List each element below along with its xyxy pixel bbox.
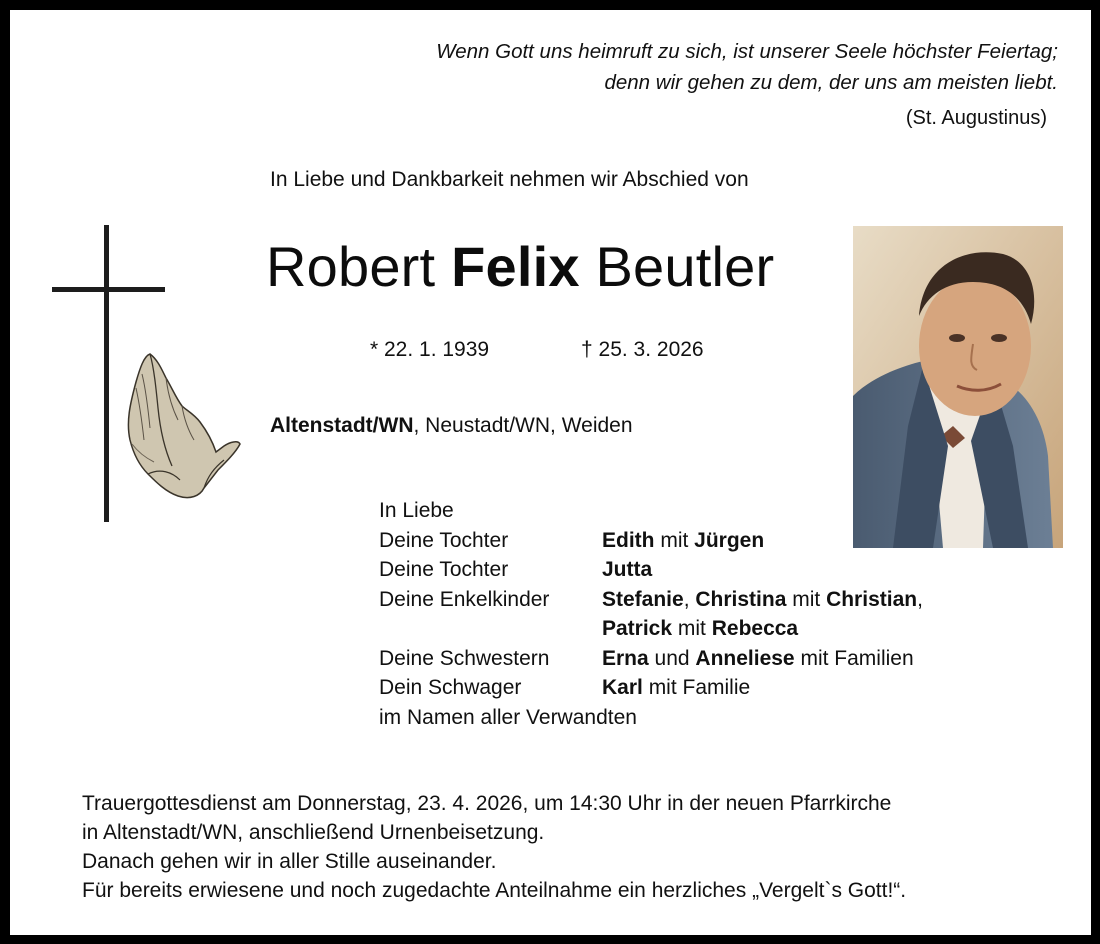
- family-members: Patrick mit Rebecca: [602, 617, 799, 640]
- cross-icon: [104, 225, 109, 522]
- family-relation: Dein Schwager: [379, 676, 522, 699]
- family-members: Stefanie, Christina mit Christian,: [602, 587, 923, 611]
- family-relation: Deine Enkelkinder: [379, 587, 550, 611]
- quote-line-2: denn wir gehen zu dem, der uns am meisten liebt.: [604, 71, 1058, 94]
- place-primary: Altenstadt/WN: [270, 414, 414, 437]
- last-name: Beutler: [595, 235, 775, 298]
- family-members: Erna und Anneliese mit Familien: [602, 646, 914, 670]
- birth-date: * 22. 1. 1939: [370, 338, 490, 361]
- service-line-4: Für bereits erwiesene und noch zugedachte Anteilnahme ein herzliches „Vergelt`s Gott!“.: [82, 879, 907, 902]
- obituary-notice: Wenn Gott uns heimruft zu sich, ist unserer Seele höchster Feiertag; denn wir gehen zu dem, der uns am meisten liebt. (St. Augustinus) In Liebe und Dankbarkeit nehmen wir Abschied von Robert Felix Beutler * 22. 1. 1939 † 25. 3. 2026 Altenstadt/WN, Neustadt/WN, Weiden In Liebe Deine Tochter Edith mit Jürgen Deine Tochter Jutta Deine Enkelkinder Stefanie, Christina mit Christian, Patrick mit Rebecca Deine Schwestern Erna und Anneliese mit Familien Dein Schwager Karl mit Familie im Namen aller Verwandten Trauergottesdienst am Donnerstag, 23. 4. 2026, um 14:30 Uhr in der neuen Pfarrkirche in Altenstadt/WN, anschließend Urnenbeisetzung. Danach gehen wir in aller Stille auseinander. Für bereits erwiesene und noch zugedachte Anteilnahme ein herzliches „Vergelt`s Gott!“.: [10, 10, 1091, 935]
- service-info: [82, 789, 906, 905]
- service-line-1: Trauergottesdienst am Donnerstag, 23. 4. 2026, um 14:30 Uhr in der neuen Pfarrkirche: [82, 792, 892, 815]
- middle-name: Felix: [451, 235, 580, 298]
- portrait-photo: [853, 226, 1063, 548]
- family-relation: Deine Schwestern: [379, 646, 550, 670]
- family-members: Jutta: [602, 558, 653, 581]
- place-rest: , Neustadt/WN, Weiden: [413, 414, 633, 437]
- family-relation: Deine Tochter: [379, 528, 509, 552]
- service-line-3: Danach gehen wir in aller Stille auseinander.: [82, 850, 497, 873]
- cross-icon-bar: [52, 287, 165, 292]
- places: [270, 414, 633, 438]
- intro-text: In Liebe und Dankbarkeit nehmen wir Abschied von: [270, 168, 749, 191]
- quote-attribution: (St. Augustinus): [905, 107, 1047, 129]
- family-members: Edith mit Jürgen: [602, 528, 765, 552]
- death-date: † 25. 3. 2026: [581, 338, 704, 361]
- quote-line-1: Wenn Gott uns heimruft zu sich, ist unserer Seele höchster Feiertag;: [436, 40, 1058, 63]
- praying-hands-icon: [120, 348, 245, 503]
- family-members: Karl mit Familie: [602, 676, 751, 699]
- service-line-2: in Altenstadt/WN, anschließend Urnenbeisetzung.: [82, 821, 545, 844]
- first-name: Robert: [266, 235, 436, 298]
- family-relation: Deine Tochter: [379, 558, 509, 581]
- deceased-name: [266, 234, 774, 299]
